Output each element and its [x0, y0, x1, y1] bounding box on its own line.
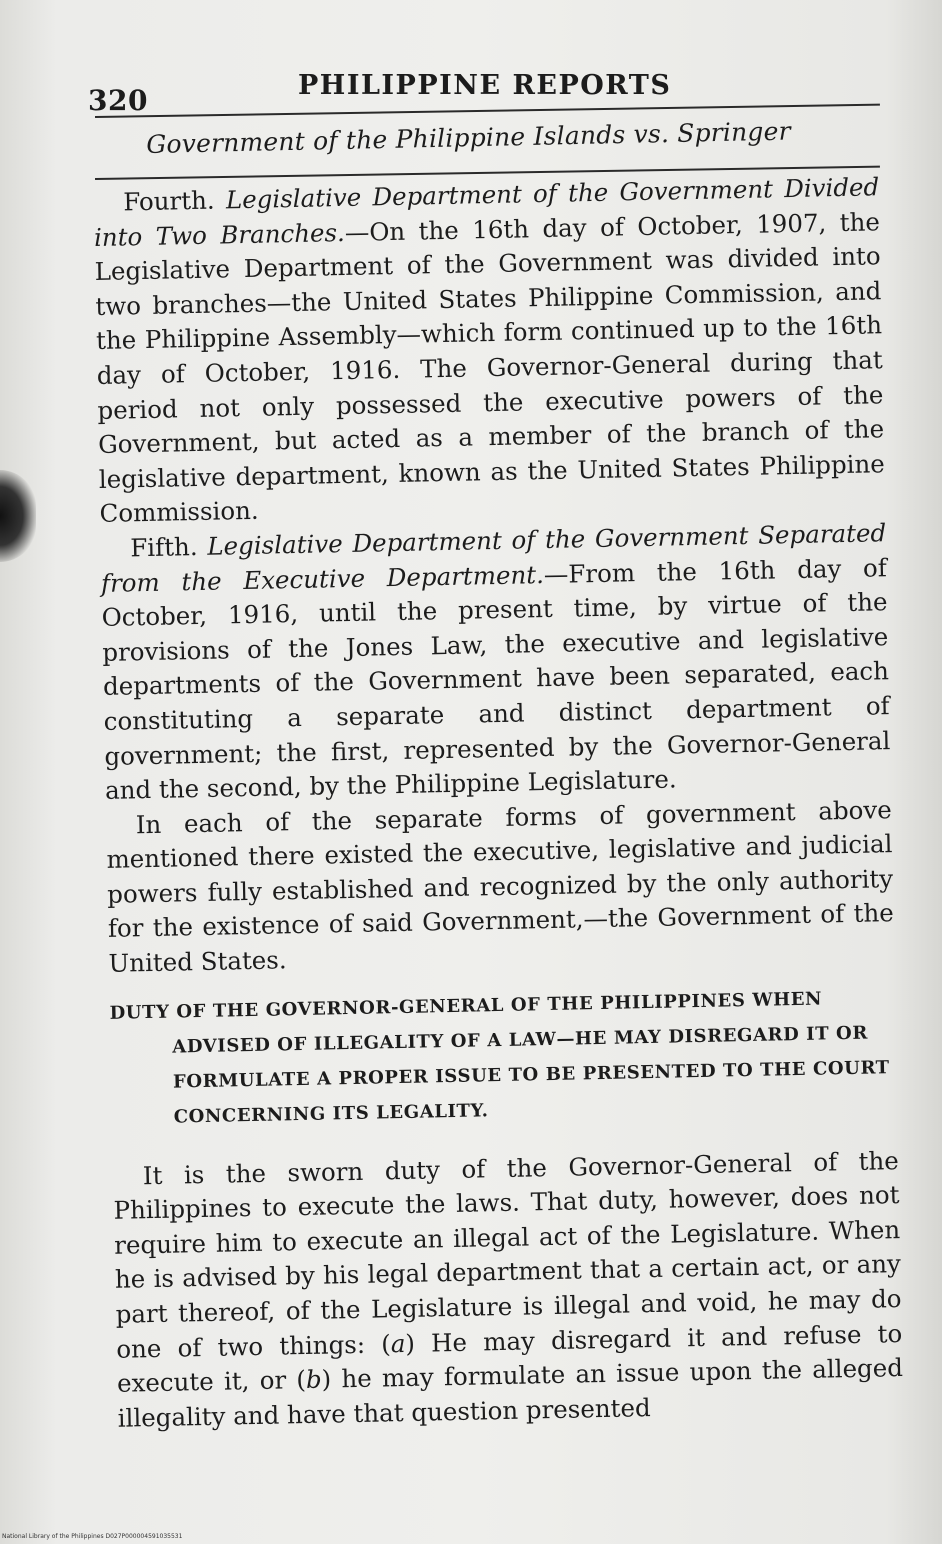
page-header — [88, 66, 880, 116]
paragraph-separate-forms: In each of the separate forms of government above mentioned there existed the executive, legislative and judicial powers fully established and recognized by the only authority for the existence of said Government,—the Government of the United States. — [106, 794, 895, 978]
body-text — [93, 170, 904, 1436]
paragraph-text: ) he may formulate an issue upon the alleged illegality and have that question presented — [117, 1353, 904, 1433]
paragraph-text: —From the 16th day of October, 1916, until the present time, by virtue of the provisions of the Jones Law, the executive and legislative departments of the Government have been separated, each constituting a separate and distinct department of government; the first, represented by the Governor-General and the second, by the Philippine Legislature. — [101, 552, 891, 805]
running-title: PHILIPPINE REPORTS — [298, 70, 672, 101]
paragraph-italic-heading: Legislative Department of the Government Separated from the Executive Department. — [100, 518, 887, 598]
paragraph-lead: Fourth. — [123, 185, 215, 217]
paragraph-italic-heading: Legislative Department of the Government Divided into Two Branches. — [93, 172, 880, 252]
scan-credit: National Library of the Philippines D027P000004591035531 — [2, 1533, 183, 1540]
paragraph-text: It is the sworn duty of the Governor-General of the Philippines to execute the laws. That duty, however, does not require him to execute an illegal act of the Legislature. When he is advised by his legal department that a certain act, or any part thereof, of the Legislature is illegal and void, he may do one of two things: ( — [113, 1145, 902, 1364]
paragraph-fourth — [93, 170, 886, 532]
paragraph-text: ) He may disregard it and refuse to execute it, or ( — [116, 1318, 903, 1398]
section-heading-text: DUTY OF THE GOVERNOR-GENERAL OF THE PHILIPPINES WHEN ADVISED OF ILLEGALITY OF A LAW—HE MAY DISREGARD IT OR FORMULATE A PROPER ISSUE TO BE PRESENTED TO THE COURT CONCERNING ITS LEGALITY. — [109, 988, 890, 1128]
paragraph-fifth — [100, 516, 891, 808]
clause-marker-a: a — [390, 1328, 406, 1358]
paragraph-text: —On the 16th day of October, 1907, the Legislative Department of the Government was divided into two branches—the United States Philippine Commission, and the Philippine Assembly—which form continued up to the 16th day of October, 1916. The Governor-General during that period not only possessed the executive powers of the Government, but acted as a member of the branch of the legislative department, known as the United States Philippine Commission. — [94, 206, 886, 529]
page-number: 320 — [88, 84, 148, 117]
scan-thumb-shadow — [0, 470, 36, 562]
section-heading — [109, 980, 898, 1136]
clause-marker-b: b — [305, 1364, 322, 1395]
paragraph-sworn-duty — [113, 1144, 904, 1436]
case-caption: Government of the Philippine Islands vs. Springer — [146, 116, 792, 159]
paragraph-lead: Fifth. — [129, 531, 198, 563]
